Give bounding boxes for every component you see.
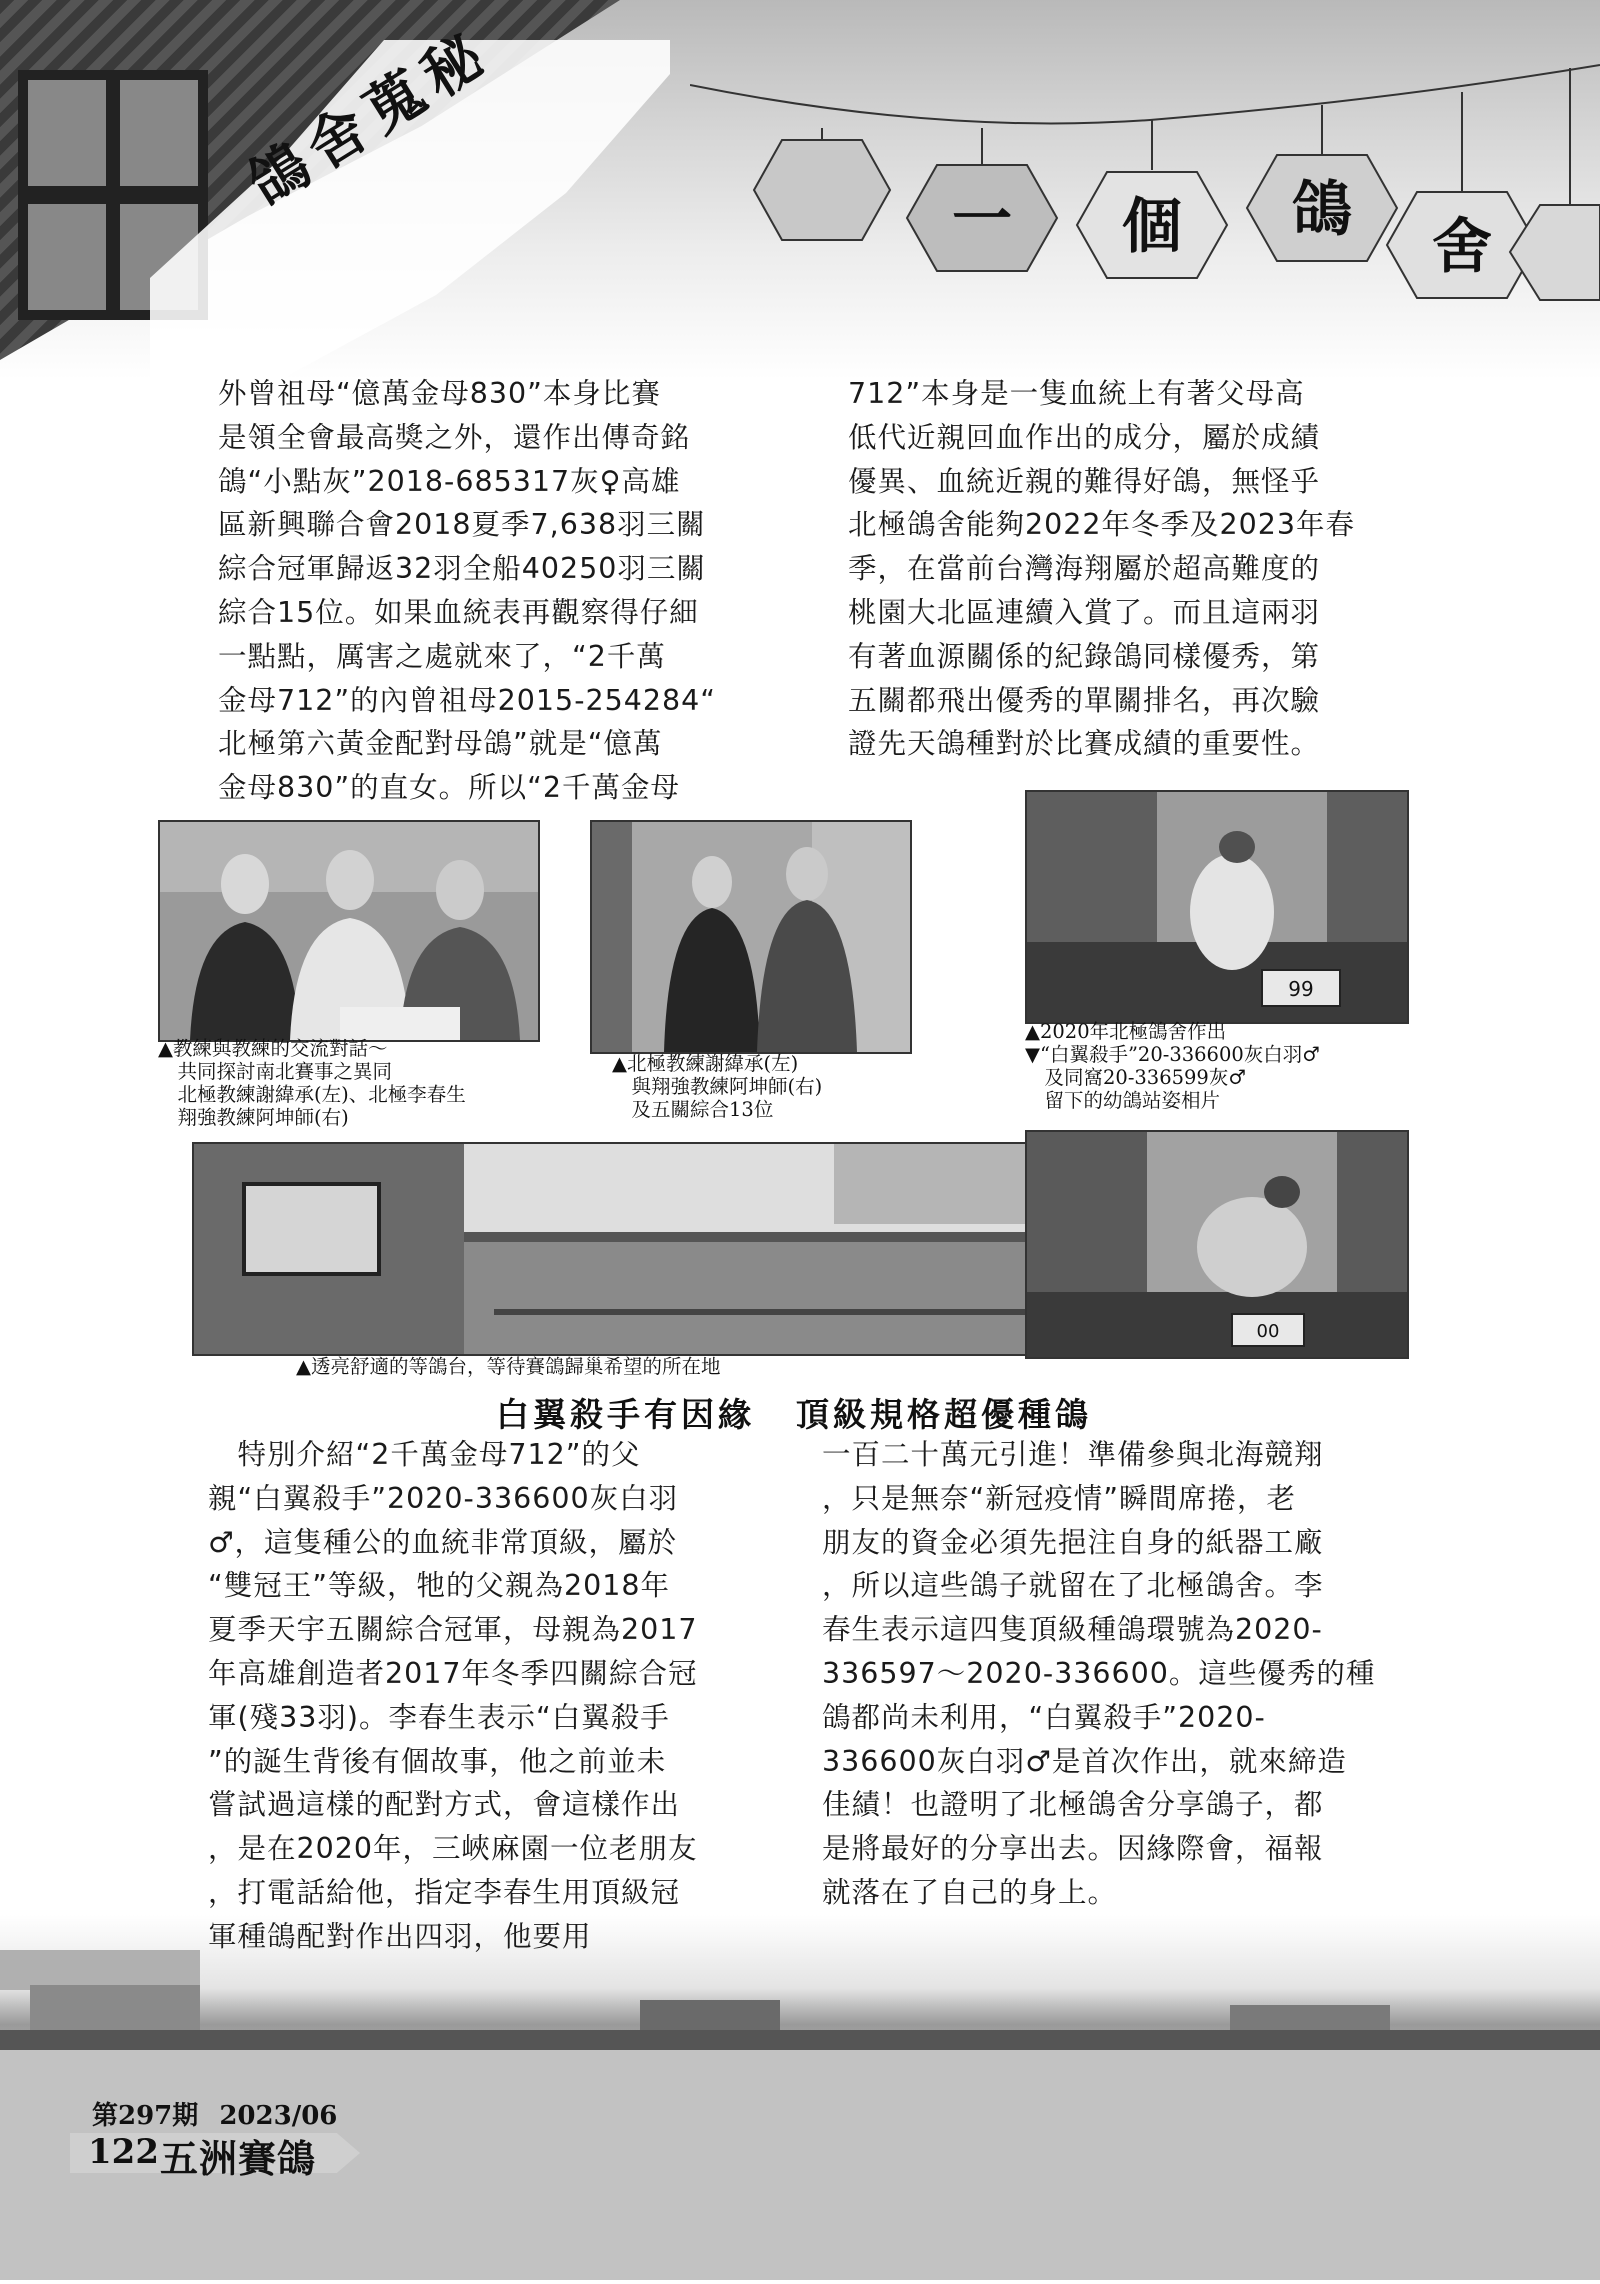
ring-tag-00: 00 bbox=[1256, 1321, 1280, 1342]
photo-landing-platform bbox=[192, 1142, 1028, 1356]
photo-pigeon-caption: ▲2020年北極鴿舍作出 ▼“白翼殺手”20-336600灰白羽♂ 及同窩20-336599灰♂ 留下的幼鴿站姿相片 bbox=[1025, 1020, 1320, 1112]
article-column-2: 712”本身是一隻血統上有著父母高 低代近親回血作出的成分，屬於成績 優異、血統近親的難得好鴿，無怪乎 北極鴿舍能夠2022年冬季及2023年春 季，在當前台灣海翔屬於超高難度的 桃園大北區連續入賞了。而且這兩羽 有著血源關係的紀錄鴿同樣優秀，第 五關都飛出優秀的單關排名，再次驗 證先天鴿種對於比賽成績的重要性。 bbox=[848, 377, 1356, 761]
issue-date: 2023/06 bbox=[219, 2101, 338, 2131]
hexagon-decor-1 bbox=[754, 140, 890, 240]
photo-pigeon-99 bbox=[1025, 790, 1409, 1024]
issue-info bbox=[92, 2095, 337, 2132]
article-column-3: 特別介紹“2千萬金母712”的父 親“白翼殺手”2020-336600灰白羽 ♂，這隻種公的血統非常頂級，屬於 “雙冠王”等級，牠的父親為2018年 夏季天宇五關綜合冠軍，母親為2017 年高雄創造者2017年冬季四關綜合冠 軍(殘33羽)。李春生表示“白翼殺手 ”的誕生背後有個故事，他之前並未 嘗試過這樣的配對方式，會這樣作出 ，是在2020年，三峽麻園一位老朋友 ，打電話給他，指定李春生用頂級冠 軍種鴿配對作出四羽，他要用 bbox=[208, 1438, 698, 1953]
page-number: 122 bbox=[88, 2132, 159, 2172]
photo-two-men-caption: ▲北極教練謝緯承(左) 與翔強教練阿坤師(右) 及五關綜合13位 bbox=[612, 1052, 823, 1121]
hexagon-garland bbox=[690, 0, 1600, 340]
section-heading-left: 白翼殺手有因緣 bbox=[496, 1395, 755, 1434]
photo-three-men-caption: ▲教練與教練的交流對話～ 共同探討南北賽事之異同 北極教練謝緯承(左)、北極李春生 翔強教練阿坤師(右) bbox=[158, 1037, 466, 1129]
photo-two-men bbox=[590, 820, 912, 1054]
photo-three-men bbox=[158, 820, 540, 1042]
article-column-1: 外曾祖母“億萬金母830”本身比賽 是領全會最高獎之外，還作出傳奇銘 鴿“小點灰”2018-685317灰♀高雄 區新興聯合會2018夏季7,638羽三關 綜合冠軍歸返32羽全船40250羽三關 綜合15位。如果血統表再觀察得仔細 一點點，厲害之處就來了，“2千萬 金母712”的內曾祖母2015-254284“ 北極第六黃金配對母鴿”就是“億萬 金母830”的直女。所以“2千萬金母 bbox=[218, 377, 717, 805]
title-char-1: 一 bbox=[952, 185, 1012, 255]
issue-number: 第297期 bbox=[92, 2101, 199, 2131]
title-char-4: 舍 bbox=[1432, 212, 1492, 282]
title-char-3: 鴿 bbox=[1292, 175, 1352, 245]
photo-landing-caption: ▲透亮舒適的等鴿台，等待賽鴿歸巢希望的所在地 bbox=[296, 1355, 721, 1378]
column-title: 鴿舍蒐秘 bbox=[236, 16, 504, 219]
title-char-2: 個 bbox=[1122, 192, 1182, 262]
photo-pigeon-00 bbox=[1025, 1130, 1409, 1359]
ring-tag-99: 99 bbox=[1288, 977, 1314, 1001]
article-column-4: 一百二十萬元引進！準備參與北海競翔 ，只是無奈“新冠疫情”瞬間席捲，老 朋友的資金必須先挹注自身的紙器工廠 ，所以這些鴿子就留在了北極鴿舍。李 春生表示這四隻頂級種鴿環號為2020- 336597～2020-336600。這些優秀的種 鴿都尚未利用，“白翼殺手”2020- 336600灰白羽♂是首次作出，就來締造 佳績！也證明了北極鴿舍分享鴿子，都 是將最好的分享出去。因緣際會，福報 就落在了自己的身上。 bbox=[822, 1438, 1376, 1909]
magazine-name: 五洲賽鴿 bbox=[160, 2137, 317, 2181]
section-heading-right: 頂級規格超優種鴿 bbox=[796, 1395, 1092, 1434]
